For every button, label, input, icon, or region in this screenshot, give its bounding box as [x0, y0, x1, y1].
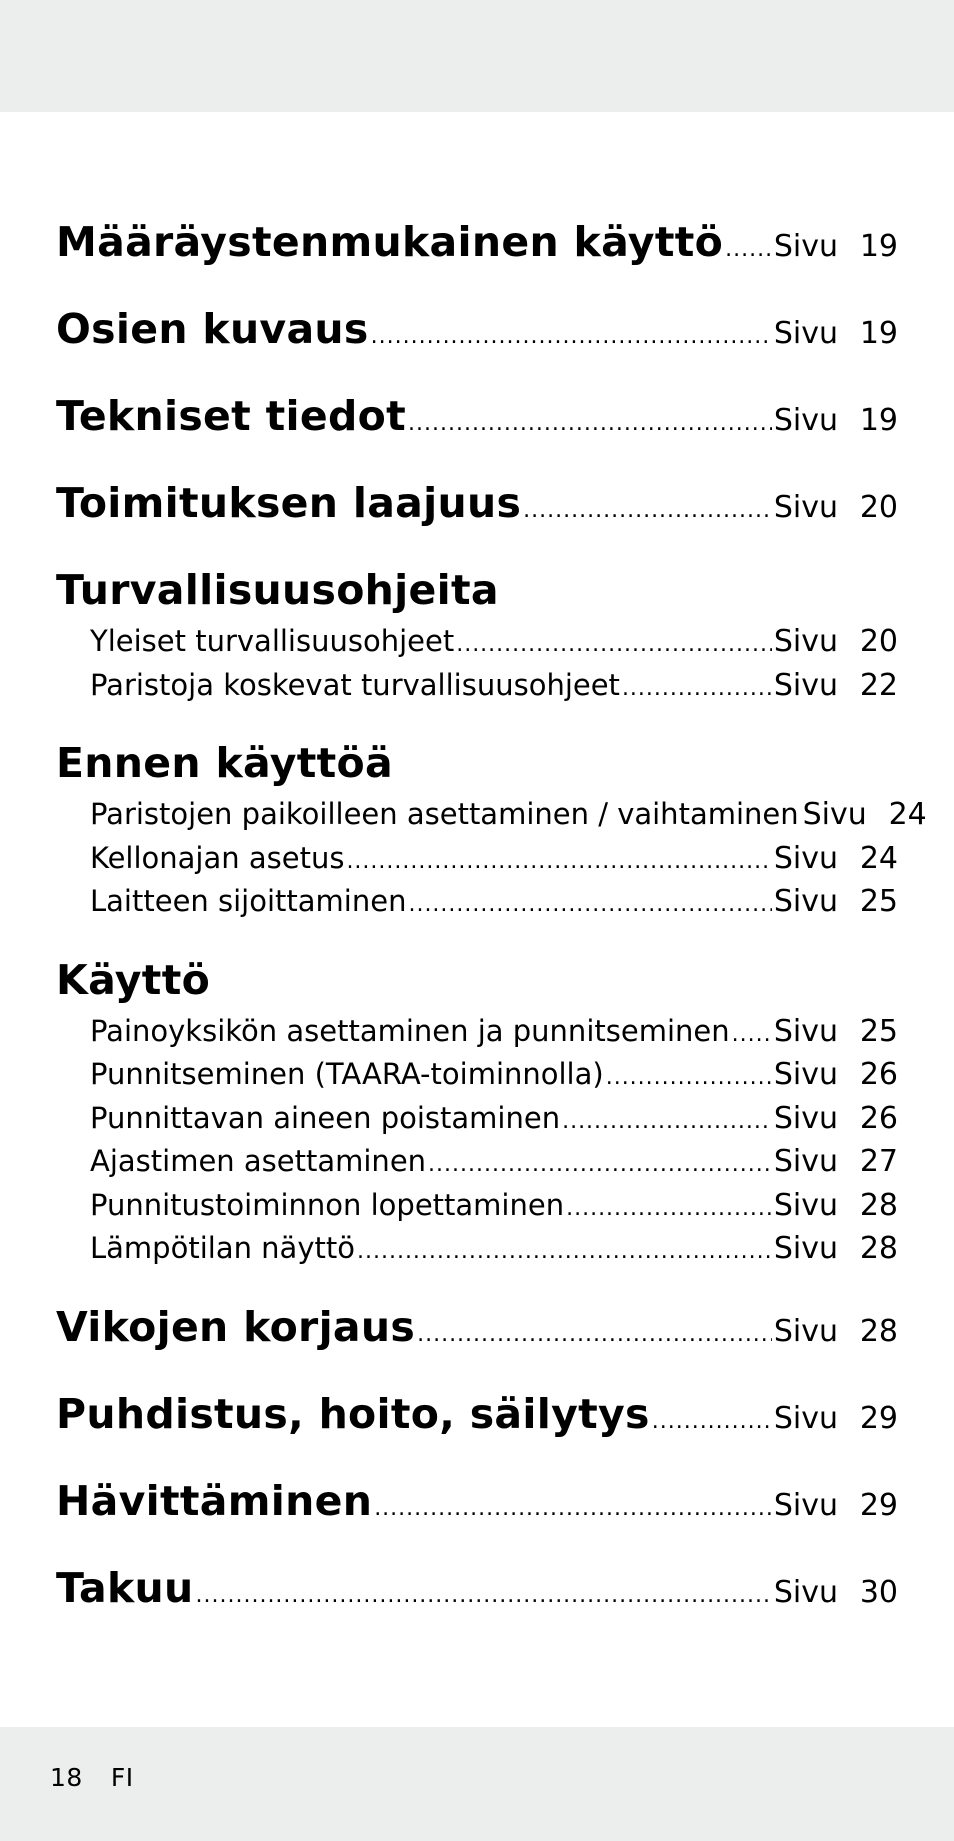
toc-entry-title: Puhdistus, hoito, säilytys — [56, 1389, 650, 1438]
page-number: 27 — [859, 1144, 898, 1179]
page-label: Sivu — [773, 1574, 838, 1610]
toc-entry-vikojen-korjaus[interactable] — [56, 1303, 898, 1361]
page-number: 26 — [859, 1100, 898, 1136]
toc-entry-title: Osien kuvaus — [56, 305, 369, 353]
toc-subentry[interactable] — [56, 668, 898, 712]
dot-leader — [566, 1196, 772, 1221]
dot-leader — [725, 237, 772, 262]
footer — [50, 1763, 162, 1792]
dot-leader — [196, 1583, 772, 1608]
header-band — [0, 0, 954, 112]
page-label: Sivu — [773, 1187, 838, 1223]
footer-page-number: 18 — [50, 1763, 83, 1792]
toc-entry-havittaminen[interactable] — [56, 1477, 898, 1535]
toc-subentry[interactable] — [56, 1144, 898, 1188]
toc-entry-title: Laitteen sijoittaminen — [90, 884, 407, 918]
page-number: 28 — [859, 1313, 898, 1349]
toc-entry-title: Vikojen korjaus — [56, 1302, 416, 1351]
page-label: Sivu — [773, 490, 838, 525]
dot-leader — [408, 411, 772, 436]
page-number: 28 — [859, 1187, 898, 1223]
toc-entry-title: Ajastimen asettaminen — [90, 1144, 427, 1178]
toc-entry-title: Punnitseminen (TAARA-toiminnolla) — [90, 1057, 604, 1091]
dot-leader — [732, 1022, 772, 1047]
toc-entry-takuu[interactable] — [56, 1564, 898, 1622]
dot-leader — [428, 1152, 772, 1177]
toc-entry-puhdistus-hoito-sailytys[interactable] — [56, 1390, 898, 1448]
page-label: Sivu — [773, 1487, 838, 1523]
page-label: Sivu — [773, 667, 838, 703]
dot-leader — [374, 1496, 772, 1521]
toc-subentry[interactable] — [56, 1101, 898, 1145]
toc-entry-osien-kuvaus[interactable] — [56, 305, 898, 363]
section-heading: Turvallisuusohjeita — [56, 566, 499, 614]
toc-entry-title: Toimituksen laajuus — [56, 479, 522, 527]
page-label: Sivu — [773, 229, 838, 264]
page-number: 19 — [859, 229, 898, 264]
page-label: Sivu — [773, 1100, 838, 1136]
toc-subentry[interactable] — [56, 797, 927, 841]
dot-leader — [357, 1239, 772, 1264]
table-of-contents — [56, 218, 927, 1651]
page-label: Sivu — [773, 624, 838, 659]
page-label: Sivu — [773, 1313, 838, 1349]
page-label: Sivu — [773, 316, 838, 351]
toc-subentry[interactable] — [56, 1188, 898, 1232]
page-label: Sivu — [773, 1231, 838, 1266]
toc-section-kaytto — [56, 956, 898, 1275]
toc-entry-tekniset-tiedot[interactable] — [56, 392, 898, 450]
toc-entry-title: Kellonajan asetus — [90, 840, 345, 875]
toc-entry-title: Paristoja koskevat turvallisuusohjeet — [90, 667, 620, 702]
dot-leader — [456, 632, 772, 657]
page-number: 22 — [859, 667, 898, 703]
page-number: 20 — [859, 490, 898, 525]
toc-subentry[interactable] — [56, 1057, 898, 1101]
page-number: 29 — [859, 1487, 898, 1523]
toc-entry-title: Paristojen paikoilleen asettaminen / vaihtaminen — [90, 797, 799, 831]
toc-section-ennen-kayttoa — [56, 739, 927, 928]
page-number: 20 — [859, 624, 898, 659]
toc-entry-toimituksen-laajuus[interactable] — [56, 479, 898, 537]
page-number: 26 — [859, 1057, 898, 1092]
toc-entry-title: Punnitustoiminnon lopettaminen — [90, 1187, 565, 1222]
toc-entry-title: Yleiset turvallisuusohjeet — [90, 624, 455, 658]
toc-section-turvallisuusohjeita — [56, 566, 898, 711]
page-number: 25 — [859, 884, 898, 919]
dot-leader — [371, 324, 772, 349]
toc-subentry[interactable] — [56, 841, 898, 885]
section-heading: Käyttö — [56, 955, 211, 1004]
toc-subentry[interactable] — [56, 884, 898, 928]
page-label: Sivu — [773, 884, 838, 919]
toc-entry-title: Hävittäminen — [56, 1476, 373, 1525]
page-label: Sivu — [773, 1013, 838, 1049]
page-label: Sivu — [773, 403, 838, 438]
page-number: 28 — [859, 1231, 898, 1266]
toc-entry-maaraystenmukainen-kaytto[interactable] — [56, 218, 898, 276]
page-label: Sivu — [773, 1057, 838, 1092]
page-number: 19 — [859, 403, 898, 438]
page-number: 19 — [859, 316, 898, 351]
dot-leader — [523, 498, 772, 523]
section-heading: Ennen käyttöä — [56, 739, 393, 787]
page-label: Sivu — [773, 840, 838, 876]
toc-subentry[interactable] — [56, 1014, 898, 1058]
page-label: Sivu — [773, 1144, 838, 1179]
footer-language: FI — [110, 1763, 134, 1792]
page-label: Sivu — [802, 797, 867, 832]
toc-subentry[interactable] — [56, 624, 898, 668]
toc-entry-title: Painoyksikön asettaminen ja punnitseminen — [90, 1013, 730, 1048]
toc-entry-title: Tekniset tiedot — [56, 392, 406, 440]
page-number: 25 — [859, 1013, 898, 1049]
page-number: 24 — [859, 840, 898, 876]
dot-leader — [652, 1409, 772, 1434]
dot-leader — [346, 849, 771, 874]
page-label: Sivu — [773, 1400, 838, 1436]
page-number: 30 — [859, 1574, 898, 1610]
page-number: 29 — [859, 1400, 898, 1436]
dot-leader — [622, 676, 772, 701]
dot-leader — [606, 1065, 772, 1090]
toc-entry-title: Takuu — [56, 1563, 194, 1612]
toc-entry-title: Lämpötilan näyttö — [90, 1231, 355, 1265]
toc-subentry[interactable] — [56, 1231, 898, 1275]
toc-entry-title: Punnittavan aineen poistaminen — [90, 1100, 561, 1135]
dot-leader — [417, 1322, 772, 1347]
toc-entry-title: Määräystenmukainen käyttö — [56, 218, 724, 266]
dot-leader — [408, 892, 771, 917]
dot-leader — [562, 1109, 772, 1134]
page-number: 24 — [888, 797, 927, 832]
